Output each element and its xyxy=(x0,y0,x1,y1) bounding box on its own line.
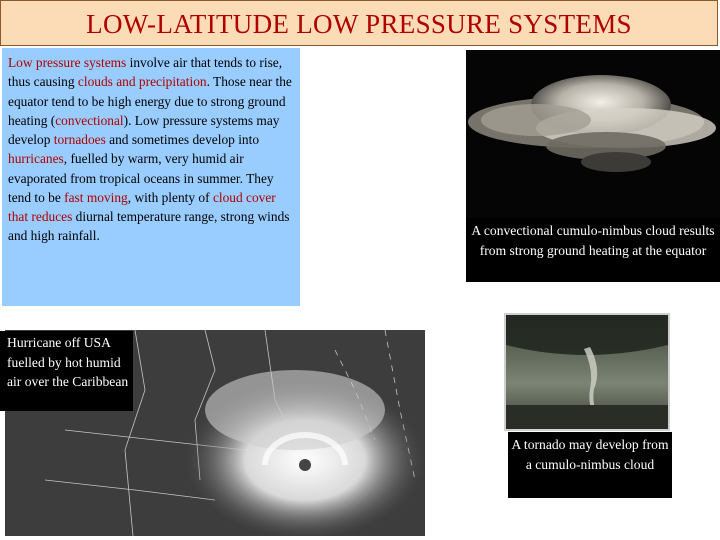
intro-text: ). Low pressure systems may develop xyxy=(8,112,280,147)
slide-title-bar xyxy=(0,0,718,46)
tornado-caption: A tornado may develop from a cumulo-nimbus cloud xyxy=(508,432,672,498)
intro-highlight: Low pressure systems xyxy=(8,55,127,70)
intro-text: , fuelled by warm, very humid air evaporated from tropical oceans in summer. They tend to be xyxy=(8,151,274,205)
intro-text: . Those near the equator tend to be high energy due to strong ground heating ( xyxy=(8,74,292,128)
cloud-caption: A convectional cumulo-nimbus cloud results from strong ground heating at the equator xyxy=(466,218,720,282)
intro-text-box xyxy=(2,48,300,306)
intro-highlight: cloud cover that reduces xyxy=(8,189,276,224)
intro-text: involve air that tends to rise, thus causing xyxy=(8,55,283,90)
cloud-illustration xyxy=(466,50,720,218)
intro-highlight: convectional xyxy=(55,112,124,128)
tornado-illustration xyxy=(506,315,668,429)
intro-highlight: clouds and precipitation xyxy=(77,74,207,90)
tornado-photo xyxy=(504,313,670,431)
intro-text: and sometimes develop into xyxy=(105,132,260,147)
intro-text: diurnal temperature range, strong winds and high rainfall. xyxy=(8,209,290,244)
intro-text: , with plenty of xyxy=(127,189,213,205)
hurricane-caption: Hurricane off USA fuelled by hot humid air over the Caribbean xyxy=(0,331,133,411)
intro-highlight: hurricanes xyxy=(8,151,64,167)
intro-highlight: fast moving xyxy=(64,189,128,205)
intro-highlight: tornadoes xyxy=(53,132,106,147)
cumulonimbus-cloud-photo xyxy=(466,50,720,218)
slide-title: LOW-LATITUDE LOW PRESSURE SYSTEMS xyxy=(86,9,632,39)
